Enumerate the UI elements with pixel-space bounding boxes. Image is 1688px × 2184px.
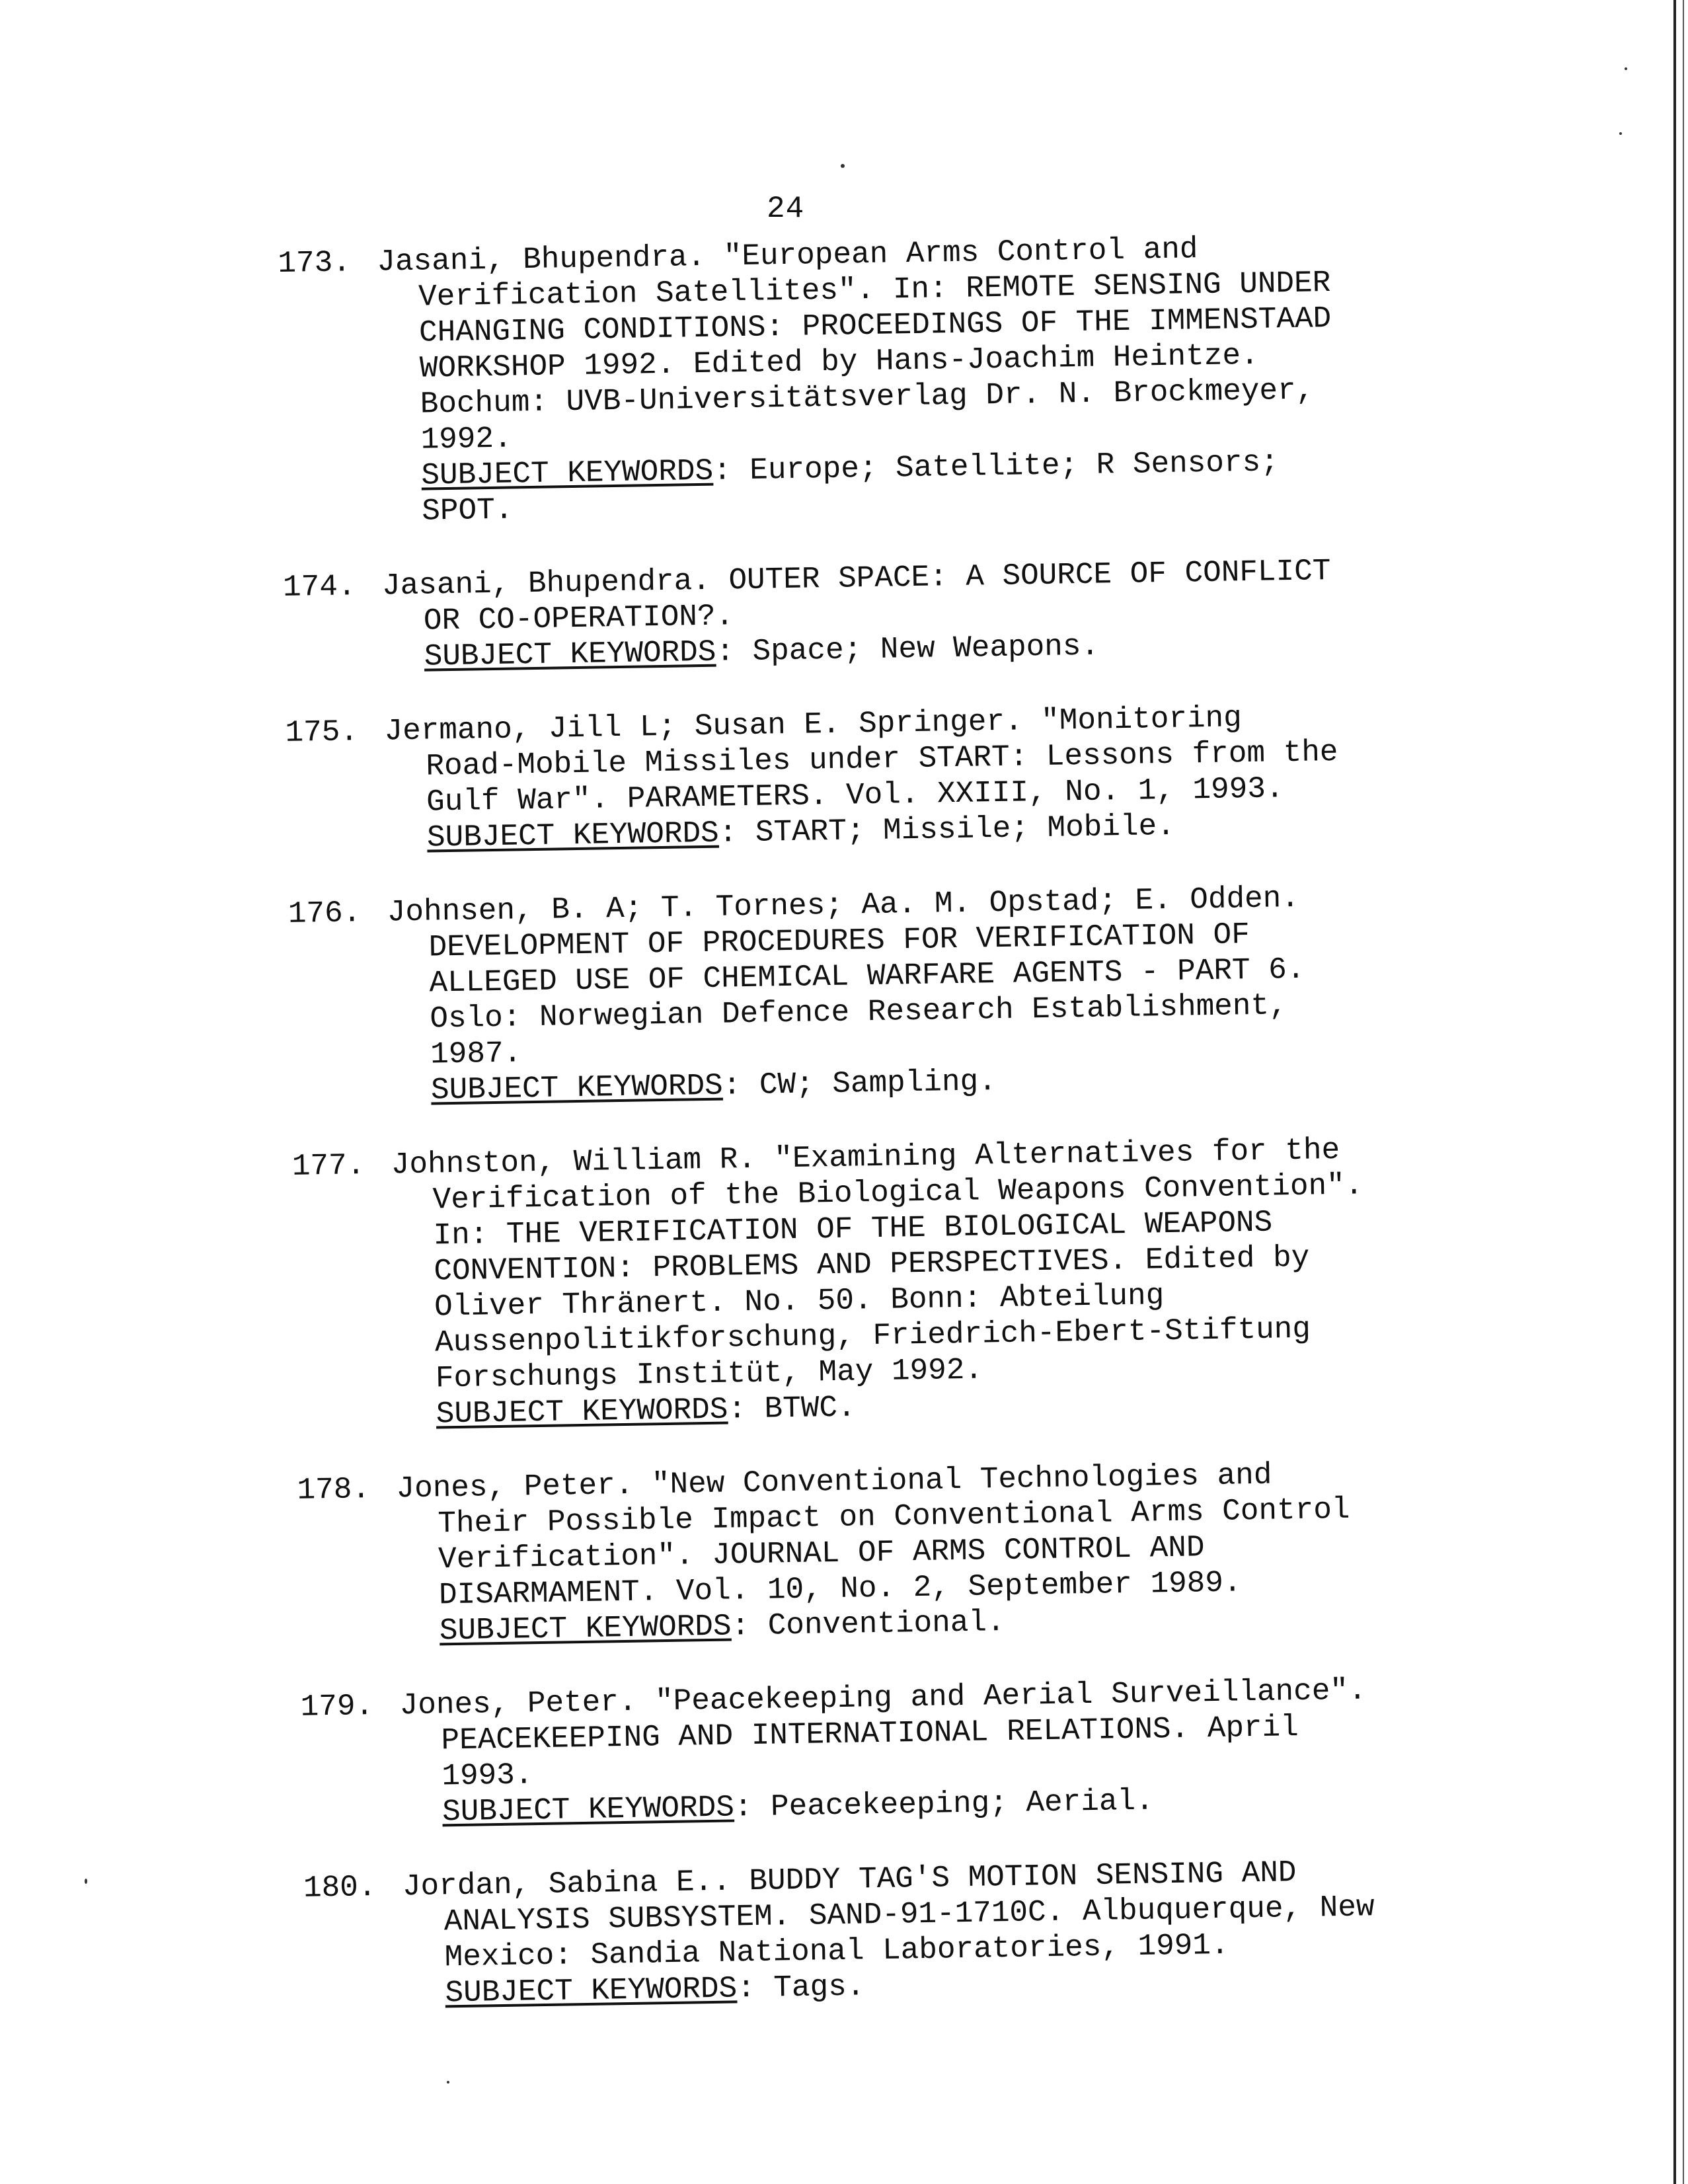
scan-speck [1625, 67, 1627, 70]
entry-line: CHANGING CONDITIONS: PROCEEDINGS OF THE IMMENSTAAD [418, 301, 1332, 350]
entry-first-line: Jones, Peter. "Peacekeeping and Aerial Surveillance". [399, 1673, 1367, 1723]
entry-first-line: Jordan, Sabina E.. BUDDY TAG'S MOTION SENSING AND [402, 1855, 1297, 1904]
entry-line: Oslo: Norwegian Defence Research Establishment, [429, 988, 1288, 1036]
entry-number: 175. [285, 715, 359, 750]
keywords-value: : Space; New Weapons. [715, 629, 1100, 670]
page-number: 24 [767, 192, 805, 226]
entry-line: Bochum: UVB-Universitätsverlag Dr. N. Brockmeyer, [420, 373, 1315, 422]
bibliography-entry [291, 1129, 1539, 1434]
bibliography-entry [288, 877, 1533, 1110]
page-edge-rule-thin [1683, 0, 1684, 2184]
bibliography-entry [278, 226, 1525, 531]
entry-first-line: Johnston, William R. "Examining Alternatives for the [391, 1132, 1340, 1183]
entry-line: DEVELOPMENT OF PROCEDURES FOR VERIFICATION OF [428, 917, 1250, 965]
scan-speck [1619, 132, 1622, 135]
entry-line: ALLEGED USE OF CHEMICAL WARFARE AGENTS - PART 6. [429, 952, 1305, 1001]
entry-body [387, 877, 1533, 1109]
bibliography-entry [285, 695, 1529, 858]
entry-line: Verification". JOURNAL OF ARMS CONTROL AND [438, 1530, 1205, 1577]
page-edge-rule [1673, 0, 1676, 2184]
entry-number: 180. [303, 1869, 377, 1906]
keywords-value: : START; Missile; Mobile. [718, 808, 1176, 851]
keywords-label: SUBJECT KEYWORDS [421, 453, 714, 493]
entry-line: CONVENTION: PROBLEMS AND PERSPECTIVES. Edited by [433, 1240, 1310, 1289]
entry-first-line: Jasani, Bhupendra. "European Arms Control and [376, 232, 1198, 280]
entry-first-line: Jones, Peter. "New Conventional Technologies and [396, 1458, 1272, 1506]
scan-speck [841, 164, 845, 168]
keywords-label: SUBJECT KEYWORDS [430, 1068, 724, 1108]
entry-body [384, 695, 1529, 856]
entry-line: Forschungs Institüt, May 1992. [435, 1352, 983, 1396]
bibliography-entry [303, 1851, 1548, 2013]
entry-first-line: Johnsen, B. A; T. Tornes; Aa. M. Opstad; E. Odden. [387, 880, 1300, 930]
entry-number: 178. [297, 1472, 371, 1508]
entry-line: Aussenpolitikforschung, Friedrich-Ebert-Stiftung [434, 1311, 1311, 1360]
keywords-value: : Europe; Satellite; R Sensors; [712, 445, 1280, 488]
keywords-label: SUBJECT KEYWORDS [445, 1971, 738, 2011]
entry-line: Road-Mobile Missiles under START: Lessons from the [425, 734, 1338, 784]
entry-body [396, 1453, 1542, 1649]
entry-line: Verification of the Biological Weapons Convention". [432, 1168, 1363, 1218]
entry-number: 173. [278, 245, 352, 281]
entry-number: 179. [300, 1688, 374, 1725]
entry-first-line: Jasani, Bhupendra. OUTER SPACE: A SOURCE OF CONFLICT [381, 554, 1331, 604]
keywords-label: SUBJECT KEYWORDS [424, 635, 716, 674]
bibliography-list [278, 226, 1549, 2051]
scan-speck [447, 2081, 449, 2084]
entry-line: Gulf War". PARAMETERS. Vol. XXIII, No. 1, 1993. [426, 771, 1284, 820]
keywords-value: : CW; Sampling. [722, 1064, 997, 1103]
entry-line: In: THE VERIFICATION OF THE BIOLOGICAL WEAPONS [433, 1205, 1273, 1253]
bibliography-entry [297, 1453, 1542, 1651]
entry-first-line: Jermano, Jill L; Susan E. Springer. "Monitoring [384, 701, 1243, 749]
entry-body [391, 1129, 1539, 1432]
entry-line: 1992. [420, 421, 513, 457]
bibliography-entry [283, 550, 1527, 677]
keywords-value: : Peacekeeping; Aerial. [734, 1783, 1155, 1825]
entry-line: DISARMAMENT. Vol. 10, No. 2, September 1989. [438, 1565, 1242, 1613]
entry-line: WORKSHOP 1992. Edited by Hans-Joachim Heintze. [419, 338, 1260, 386]
entry-line: 1987. [430, 1036, 522, 1072]
entry-body [399, 1670, 1545, 1830]
keywords-value: : BTWC. [728, 1390, 857, 1427]
entry-line: Verification Satellites". In: REMOTE SENSING UNDER [418, 265, 1331, 315]
entry-number: 176. [288, 896, 362, 931]
keywords-label: SUBJECT KEYWORDS [441, 1790, 735, 1830]
keywords-value: : Conventional. [731, 1604, 1005, 1644]
entry-number: 174. [282, 569, 356, 605]
keywords-label: SUBJECT KEYWORDS [436, 1392, 728, 1432]
entry-body [377, 226, 1525, 529]
entry-body [403, 1851, 1548, 2011]
entry-keywords-continued: SPOT. [421, 492, 514, 529]
scan-speck [85, 1879, 87, 1884]
keywords-label: SUBJECT KEYWORDS [426, 816, 720, 855]
entry-line: Oliver Thränert. No. 50. Bonn: Abteilung [434, 1278, 1165, 1325]
keywords-value: : Tags. [736, 1969, 865, 2006]
entry-line: Their Possible Impact on Conventional Arms Control [437, 1492, 1350, 1541]
entry-line: 1993. [441, 1758, 533, 1794]
bibliography-entry [300, 1670, 1545, 1832]
keywords-label: SUBJECT KEYWORDS [439, 1609, 732, 1649]
entry-line: ANALYSIS SUBSYSTEM. SAND-91-1710C. Albuquerque, New [443, 1890, 1375, 1939]
entry-body [382, 550, 1527, 675]
entry-number: 177. [291, 1148, 365, 1184]
entry-line: PEACEKEEPING AND INTERNATIONAL RELATIONS. April [441, 1710, 1299, 1758]
entry-line: OR CO-OPERATION?. [423, 599, 734, 639]
entry-line: Mexico: Sandia National Laboratories, 1991. [444, 1928, 1229, 1975]
